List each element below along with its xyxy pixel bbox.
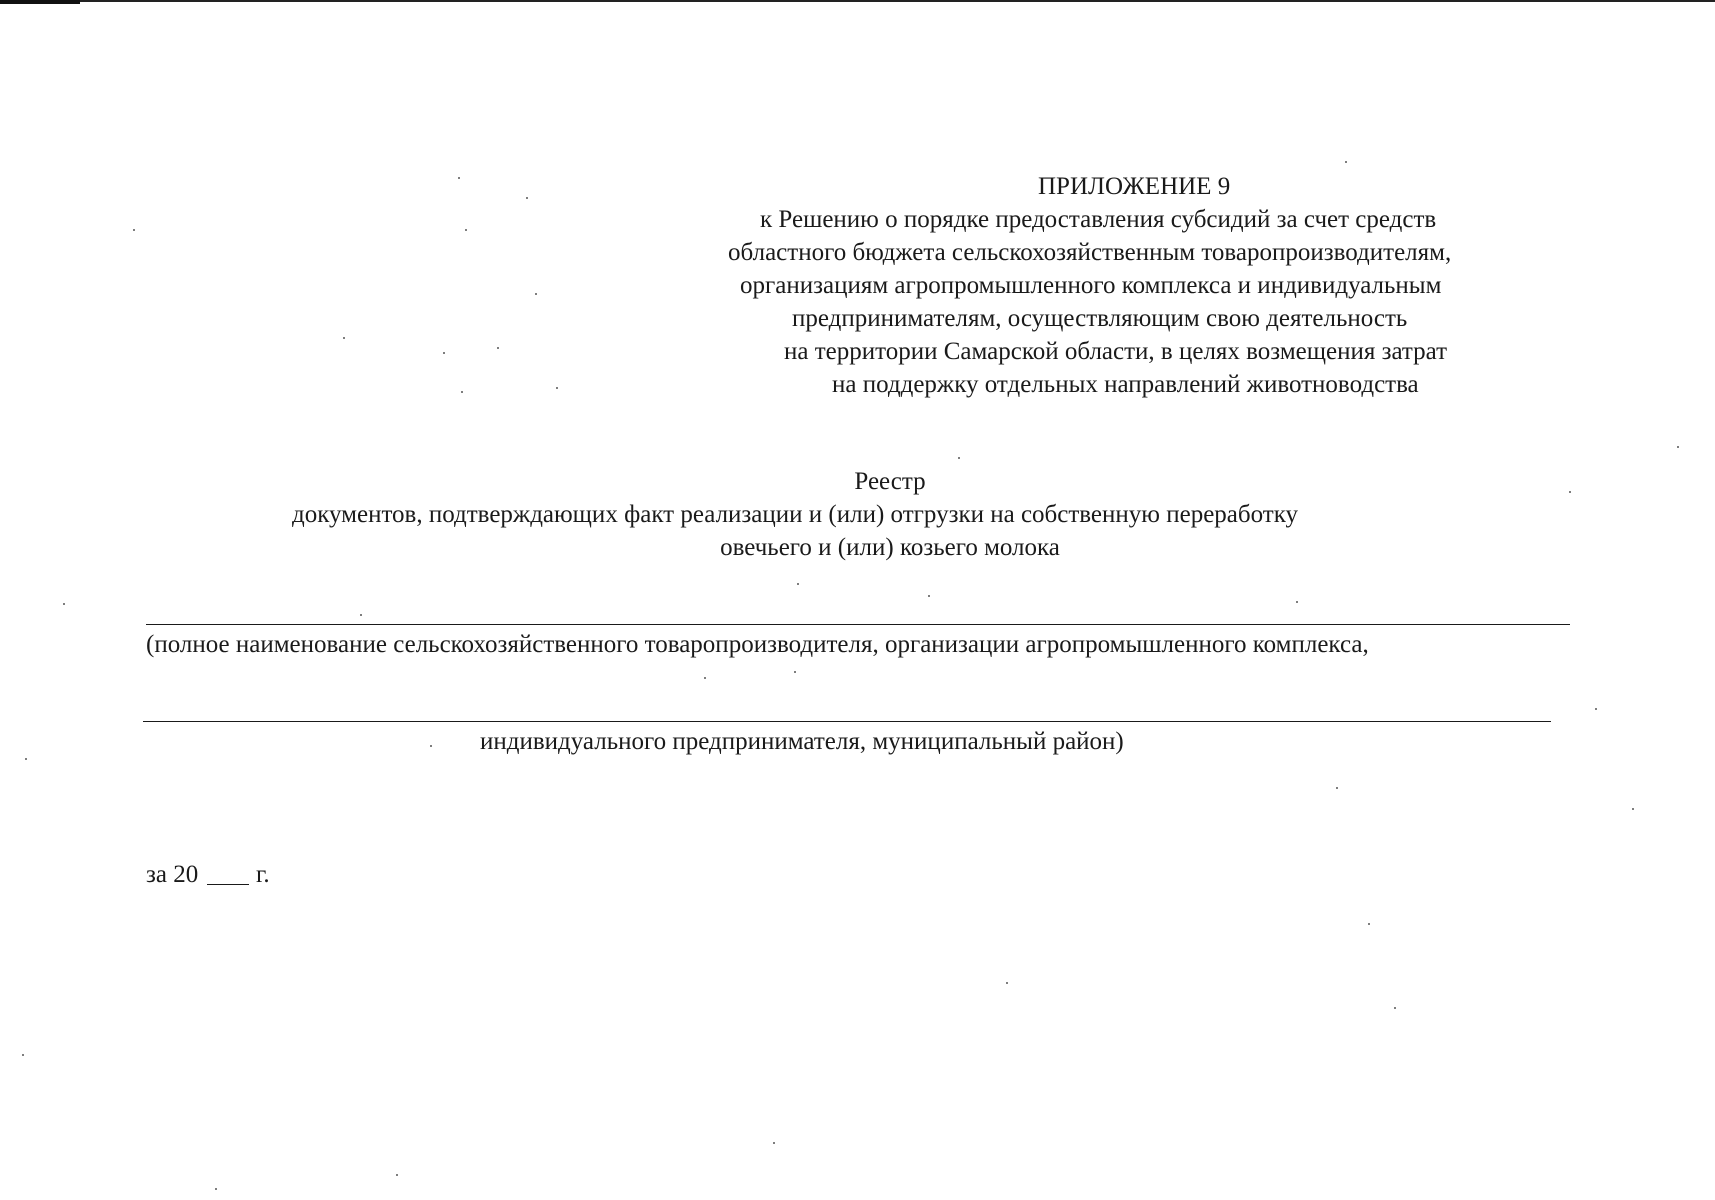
appendix-line-3: организациям агропромышленного комплекса и индивидуальным bbox=[740, 272, 1442, 299]
page-top-border bbox=[0, 0, 1715, 2]
scan-speck bbox=[1569, 491, 1571, 493]
scan-speck bbox=[360, 614, 362, 616]
scan-speck bbox=[1677, 446, 1679, 448]
scan-speck bbox=[63, 603, 65, 605]
organization-name-caption-2: индивидуального предпринимателя, муниципальный район) bbox=[480, 728, 1124, 755]
appendix-line-6: на поддержку отдельных направлений животноводства bbox=[832, 371, 1419, 398]
scan-speck bbox=[773, 1142, 775, 1144]
scan-speck bbox=[794, 671, 796, 673]
scan-speck bbox=[1632, 808, 1634, 810]
scan-speck bbox=[1336, 787, 1338, 789]
scan-speck bbox=[1394, 1007, 1396, 1009]
scan-speck bbox=[22, 1054, 24, 1056]
scan-speck bbox=[556, 387, 558, 389]
period-suffix: г. bbox=[256, 861, 270, 888]
appendix-line-5: на территории Самарской области, в целях возмещения затрат bbox=[784, 338, 1448, 365]
appendix-line-4: предпринимателям, осуществляющим свою деятельность bbox=[792, 305, 1408, 332]
scan-speck bbox=[1006, 982, 1008, 984]
scan-speck bbox=[396, 1174, 398, 1176]
scan-speck bbox=[1595, 708, 1597, 710]
scan-speck bbox=[1368, 923, 1370, 925]
scan-speck bbox=[1296, 601, 1298, 603]
scan-speck bbox=[797, 583, 799, 585]
scan-speck bbox=[928, 595, 930, 597]
organization-name-line-2 bbox=[143, 721, 1551, 722]
scan-speck bbox=[458, 177, 460, 179]
scan-speck bbox=[526, 197, 528, 199]
page-top-border-mark bbox=[0, 0, 80, 4]
scan-speck bbox=[343, 337, 345, 339]
appendix-line-1: к Решению о порядке предоставления субсидий за счет средств bbox=[760, 206, 1437, 233]
appendix-line-2: областного бюджета сельскохозяйственным товаропроизводителям, bbox=[728, 239, 1452, 266]
period-prefix: за 20 bbox=[146, 861, 199, 888]
scan-speck bbox=[461, 391, 463, 393]
organization-name-line-1 bbox=[146, 624, 1570, 625]
scan-speck bbox=[535, 293, 537, 295]
scan-speck bbox=[497, 347, 499, 349]
registry-subtitle-line-1: документов, подтверждающих факт реализации и (или) отгрузки на собственную переработку bbox=[291, 501, 1298, 528]
appendix-title: ПРИЛОЖЕНИЕ 9 bbox=[1038, 173, 1231, 200]
scan-speck bbox=[704, 677, 706, 679]
registry-heading: Реестр bbox=[854, 468, 926, 495]
scan-speck bbox=[133, 229, 135, 231]
period-year-blank bbox=[207, 884, 249, 885]
scan-speck bbox=[465, 229, 467, 231]
scan-speck bbox=[1345, 161, 1347, 163]
scan-speck bbox=[25, 758, 27, 760]
scan-speck bbox=[215, 1188, 217, 1190]
scan-speck bbox=[443, 352, 445, 354]
organization-name-caption-1: (полное наименование сельскохозяйственного товаропроизводителя, организации агропромышленного комплекса, bbox=[146, 631, 1369, 658]
registry-subtitle-line-2: овечьего и (или) козьего молока bbox=[720, 534, 1060, 561]
scan-speck bbox=[958, 457, 960, 459]
scan-speck bbox=[430, 745, 432, 747]
